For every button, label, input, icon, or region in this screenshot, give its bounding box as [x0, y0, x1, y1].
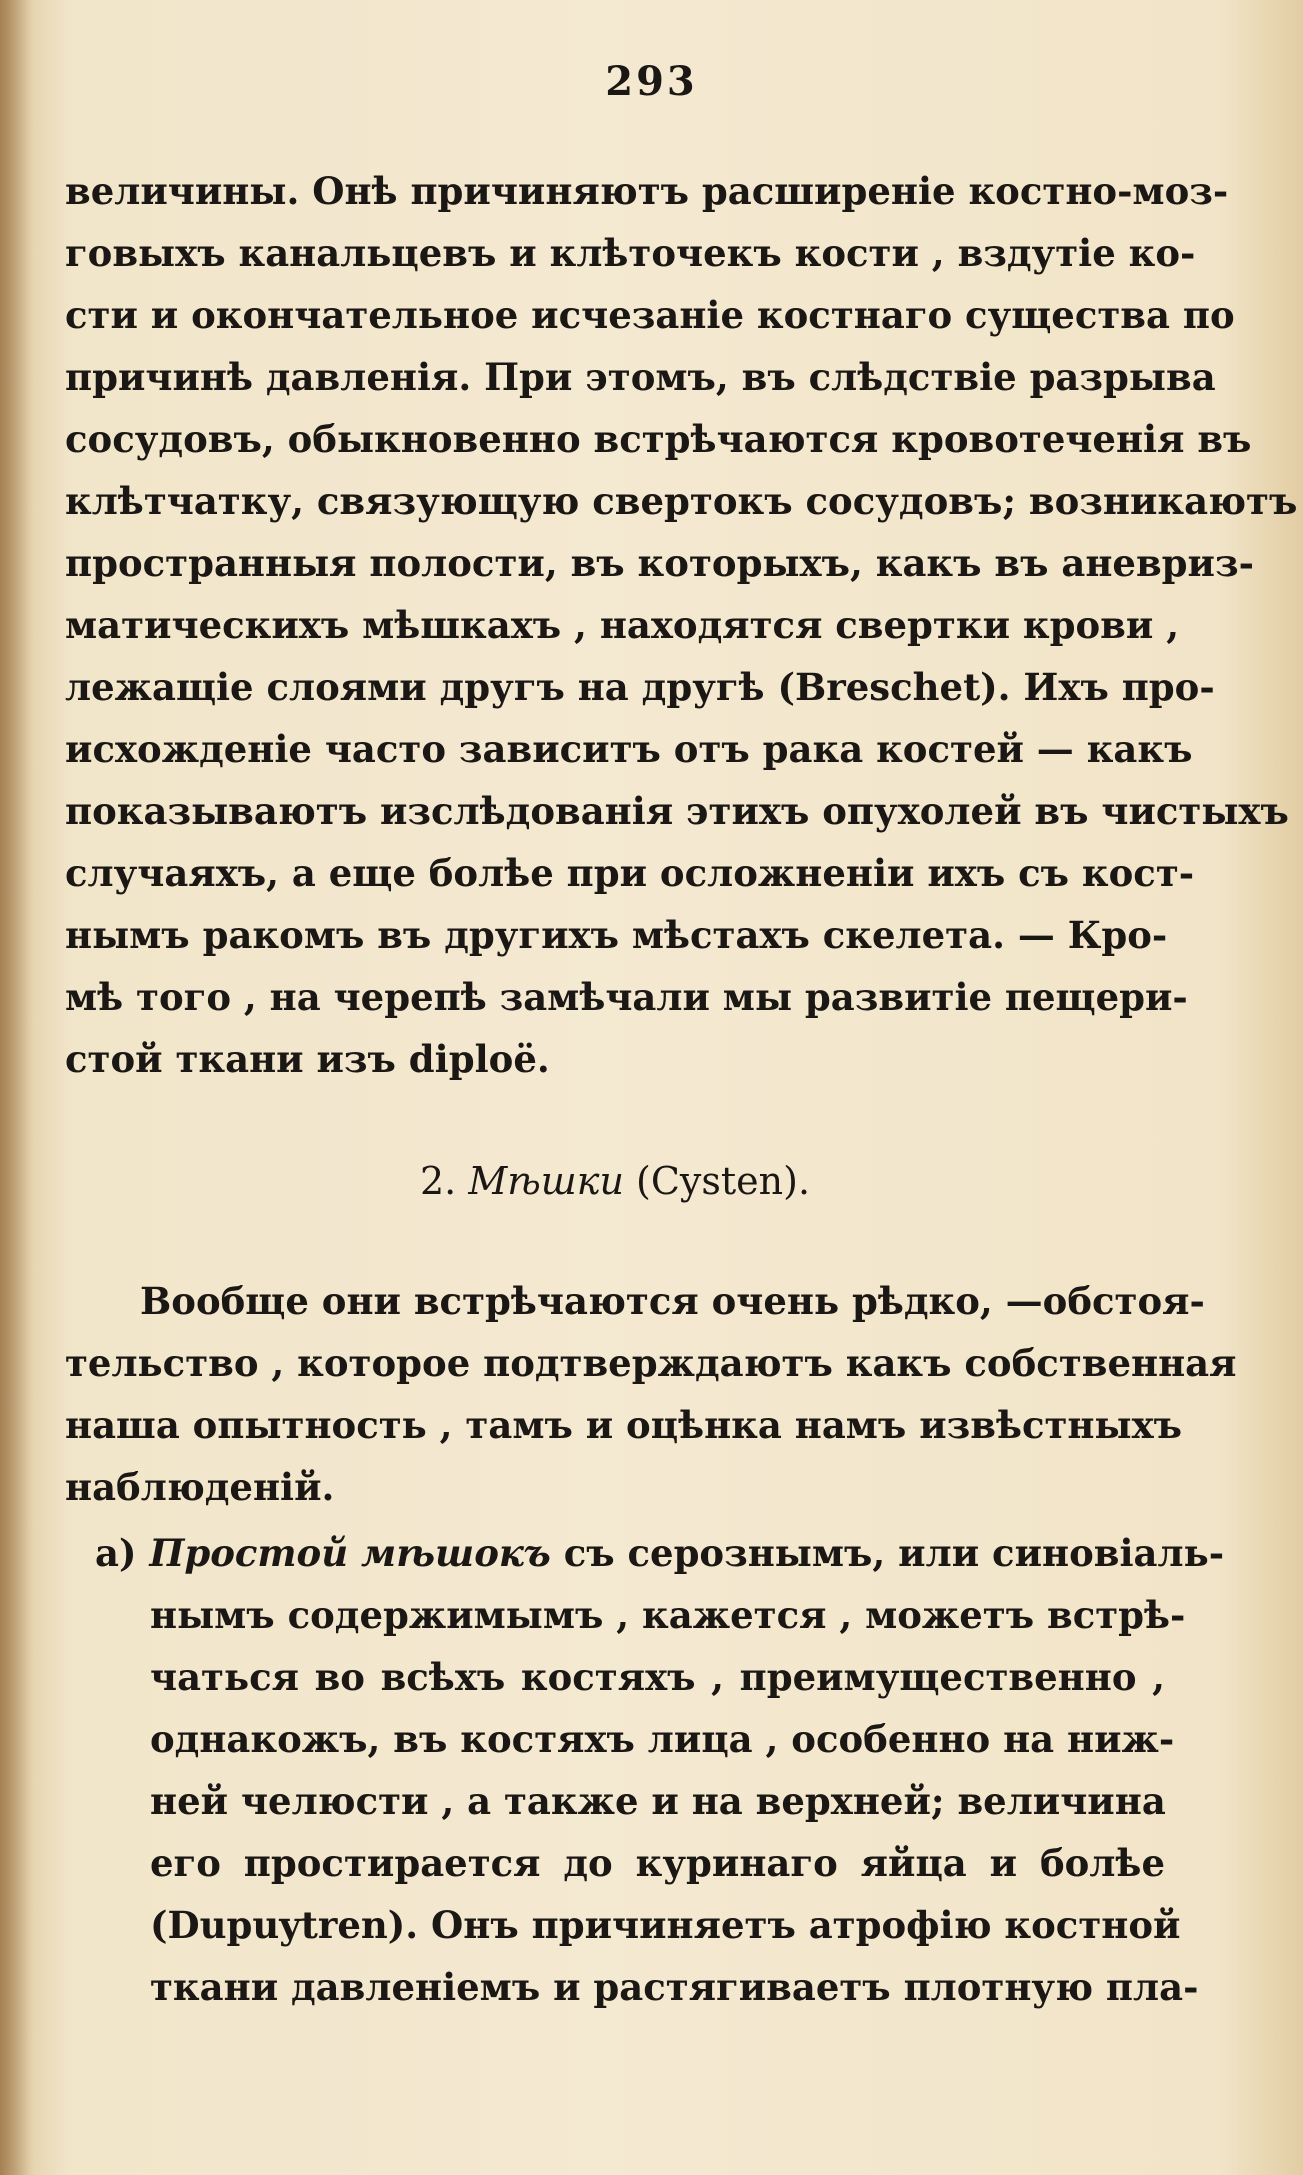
text-line: наша опытность , тамъ и оцѣнка намъ извѣстныхъ	[65, 1403, 1183, 1447]
text-line: величины. Онѣ причиняютъ расширеніе костно-моз-	[65, 169, 1229, 213]
list-item-a	[65, 1522, 1225, 2018]
text-line: пространныя полости, въ которыхъ, какъ въ аневриз-	[65, 541, 1254, 585]
text-line: показываютъ изслѣдованія этихъ опухолей въ чистыхъ	[65, 789, 1289, 833]
text-line: чаться во всѣхъ костяхъ , преимущественно ,	[150, 1655, 1165, 1699]
text-line: (Dupuytren). Онъ причиняетъ атрофію костной	[150, 1903, 1181, 1947]
spine-shadow	[0, 0, 34, 2175]
heading-title: Мѣшки	[468, 1159, 624, 1203]
item-marker: a)	[95, 1531, 137, 1575]
section-heading	[65, 1150, 1165, 1212]
page-number: 293	[605, 58, 698, 105]
heading-latin: (Cysten).	[636, 1159, 811, 1203]
heading-number: 2.	[419, 1159, 457, 1203]
text-line: исхожденіе часто зависитъ отъ рака костей — какъ	[65, 727, 1193, 771]
page-text	[65, 160, 1298, 2018]
paragraph-1	[65, 160, 1298, 1090]
text-line: случаяхъ, а еще болѣе при осложненіи ихъ съ кост-	[65, 851, 1195, 895]
text-line: ткани давленіемъ и растягиваетъ плотную пла-	[150, 1965, 1199, 2009]
text-line: ней челюсти , а также и на верхней; величина	[150, 1779, 1166, 1823]
text-line: нымъ ракомъ въ другихъ мѣстахъ скелета. — Кро-	[65, 913, 1168, 957]
text-line: сти и окончательное исчезаніе костнаго существа по	[65, 293, 1235, 337]
text-line: клѣтчатку, связующую свертокъ сосудовъ; возникаютъ	[65, 479, 1298, 523]
text-line: лежащіе слоями другъ на другѣ (Breschet). Ихъ про-	[65, 665, 1215, 709]
text-line: стой ткани изъ diploë.	[65, 1037, 550, 1081]
text-line: его простирается до куринаго яйца и болѣе	[150, 1841, 1165, 1885]
item-first-line	[65, 1522, 1225, 1584]
text-line: тельство , которое подтверждаютъ какъ собственная	[65, 1341, 1237, 1385]
item-title: Простой мѣшокъ	[149, 1531, 551, 1575]
text-line: причинѣ давленія. При этомъ, въ слѣдствіе разрыва	[65, 355, 1216, 399]
item-first-line-rest: съ серознымъ, или синовіаль-	[563, 1531, 1225, 1575]
text-line: нымъ содержимымъ , кажется , можетъ встрѣ-	[150, 1593, 1186, 1637]
text-line: наблюденій.	[65, 1465, 335, 1509]
text-line: Вообще они встрѣчаются очень рѣдко, —обстоя-	[140, 1279, 1205, 1323]
paragraph-2	[65, 1270, 1237, 1518]
text-line: сосудовъ, обыкновенно встрѣчаются кровотеченія въ	[65, 417, 1252, 461]
text-line: однакожъ, въ костяхъ лица , особенно на ниж-	[150, 1717, 1175, 1761]
text-line: мѣ того , на черепѣ замѣчали мы развитіе пещери-	[65, 975, 1188, 1019]
text-line: говыхъ канальцевъ и клѣточекъ кости , вздутіе ко-	[65, 231, 1196, 275]
text-line: матическихъ мѣшкахъ , находятся свертки крови ,	[65, 603, 1180, 647]
